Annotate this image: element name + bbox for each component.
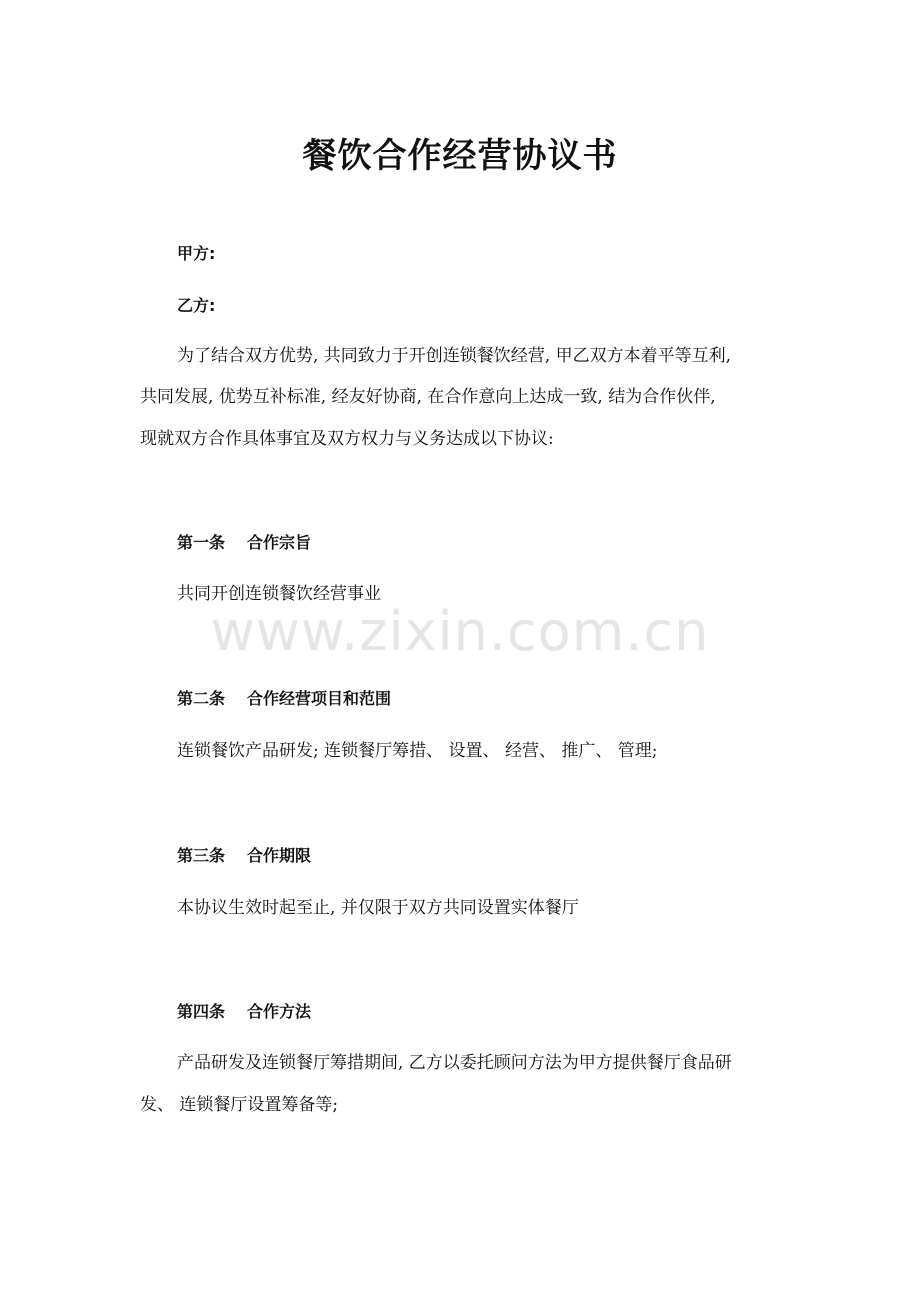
article-body-line: 发、 连锁餐厅设置筹备等;	[140, 1095, 339, 1115]
article-heading	[177, 532, 857, 554]
article-title: 合作期限	[247, 846, 312, 865]
intro-line: 共同发展, 优势互补标准, 经友好协商, 在合作意向上达成一致, 结为合作伙伴,	[140, 387, 716, 407]
article-heading	[177, 688, 857, 710]
article-body-line: 共同开创连锁餐饮经营事业	[177, 584, 381, 604]
article-number: 第一条	[177, 533, 226, 552]
article-heading	[177, 845, 857, 867]
party-a-label: 甲方:	[177, 244, 216, 263]
party-b-label: 乙方:	[177, 296, 216, 315]
intro-line: 现就双方合作具体事宜及双方权力与义务达成以下协议:	[140, 429, 554, 449]
document-title: 餐饮合作经营协议书	[302, 136, 618, 176]
article-body-line: 产品研发及连锁餐厅筹措期间, 乙方以委托顾问方法为甲方提供餐厅食品研	[177, 1053, 732, 1073]
article-body-line: 本协议生效时起至止, 并仅限于双方共同设置实体餐厅	[177, 898, 579, 918]
article-number: 第四条	[177, 1002, 226, 1021]
article-title: 合作经营项目和范围	[247, 689, 392, 708]
watermark: www.zixin.com.cn	[210, 600, 710, 663]
article-body-line: 连锁餐饮产品研发; 连锁餐厅筹措、 设置、 经营、 推广、 管理;	[177, 741, 658, 761]
article-heading	[177, 1001, 857, 1023]
article-number: 第二条	[177, 689, 226, 708]
article-title: 合作宗旨	[247, 533, 312, 552]
intro-line: 为了结合双方优势, 共同致力于开创连锁餐饮经营, 甲乙双方本着平等互利,	[177, 346, 732, 366]
article-title: 合作方法	[247, 1002, 312, 1021]
article-number: 第三条	[177, 846, 226, 865]
